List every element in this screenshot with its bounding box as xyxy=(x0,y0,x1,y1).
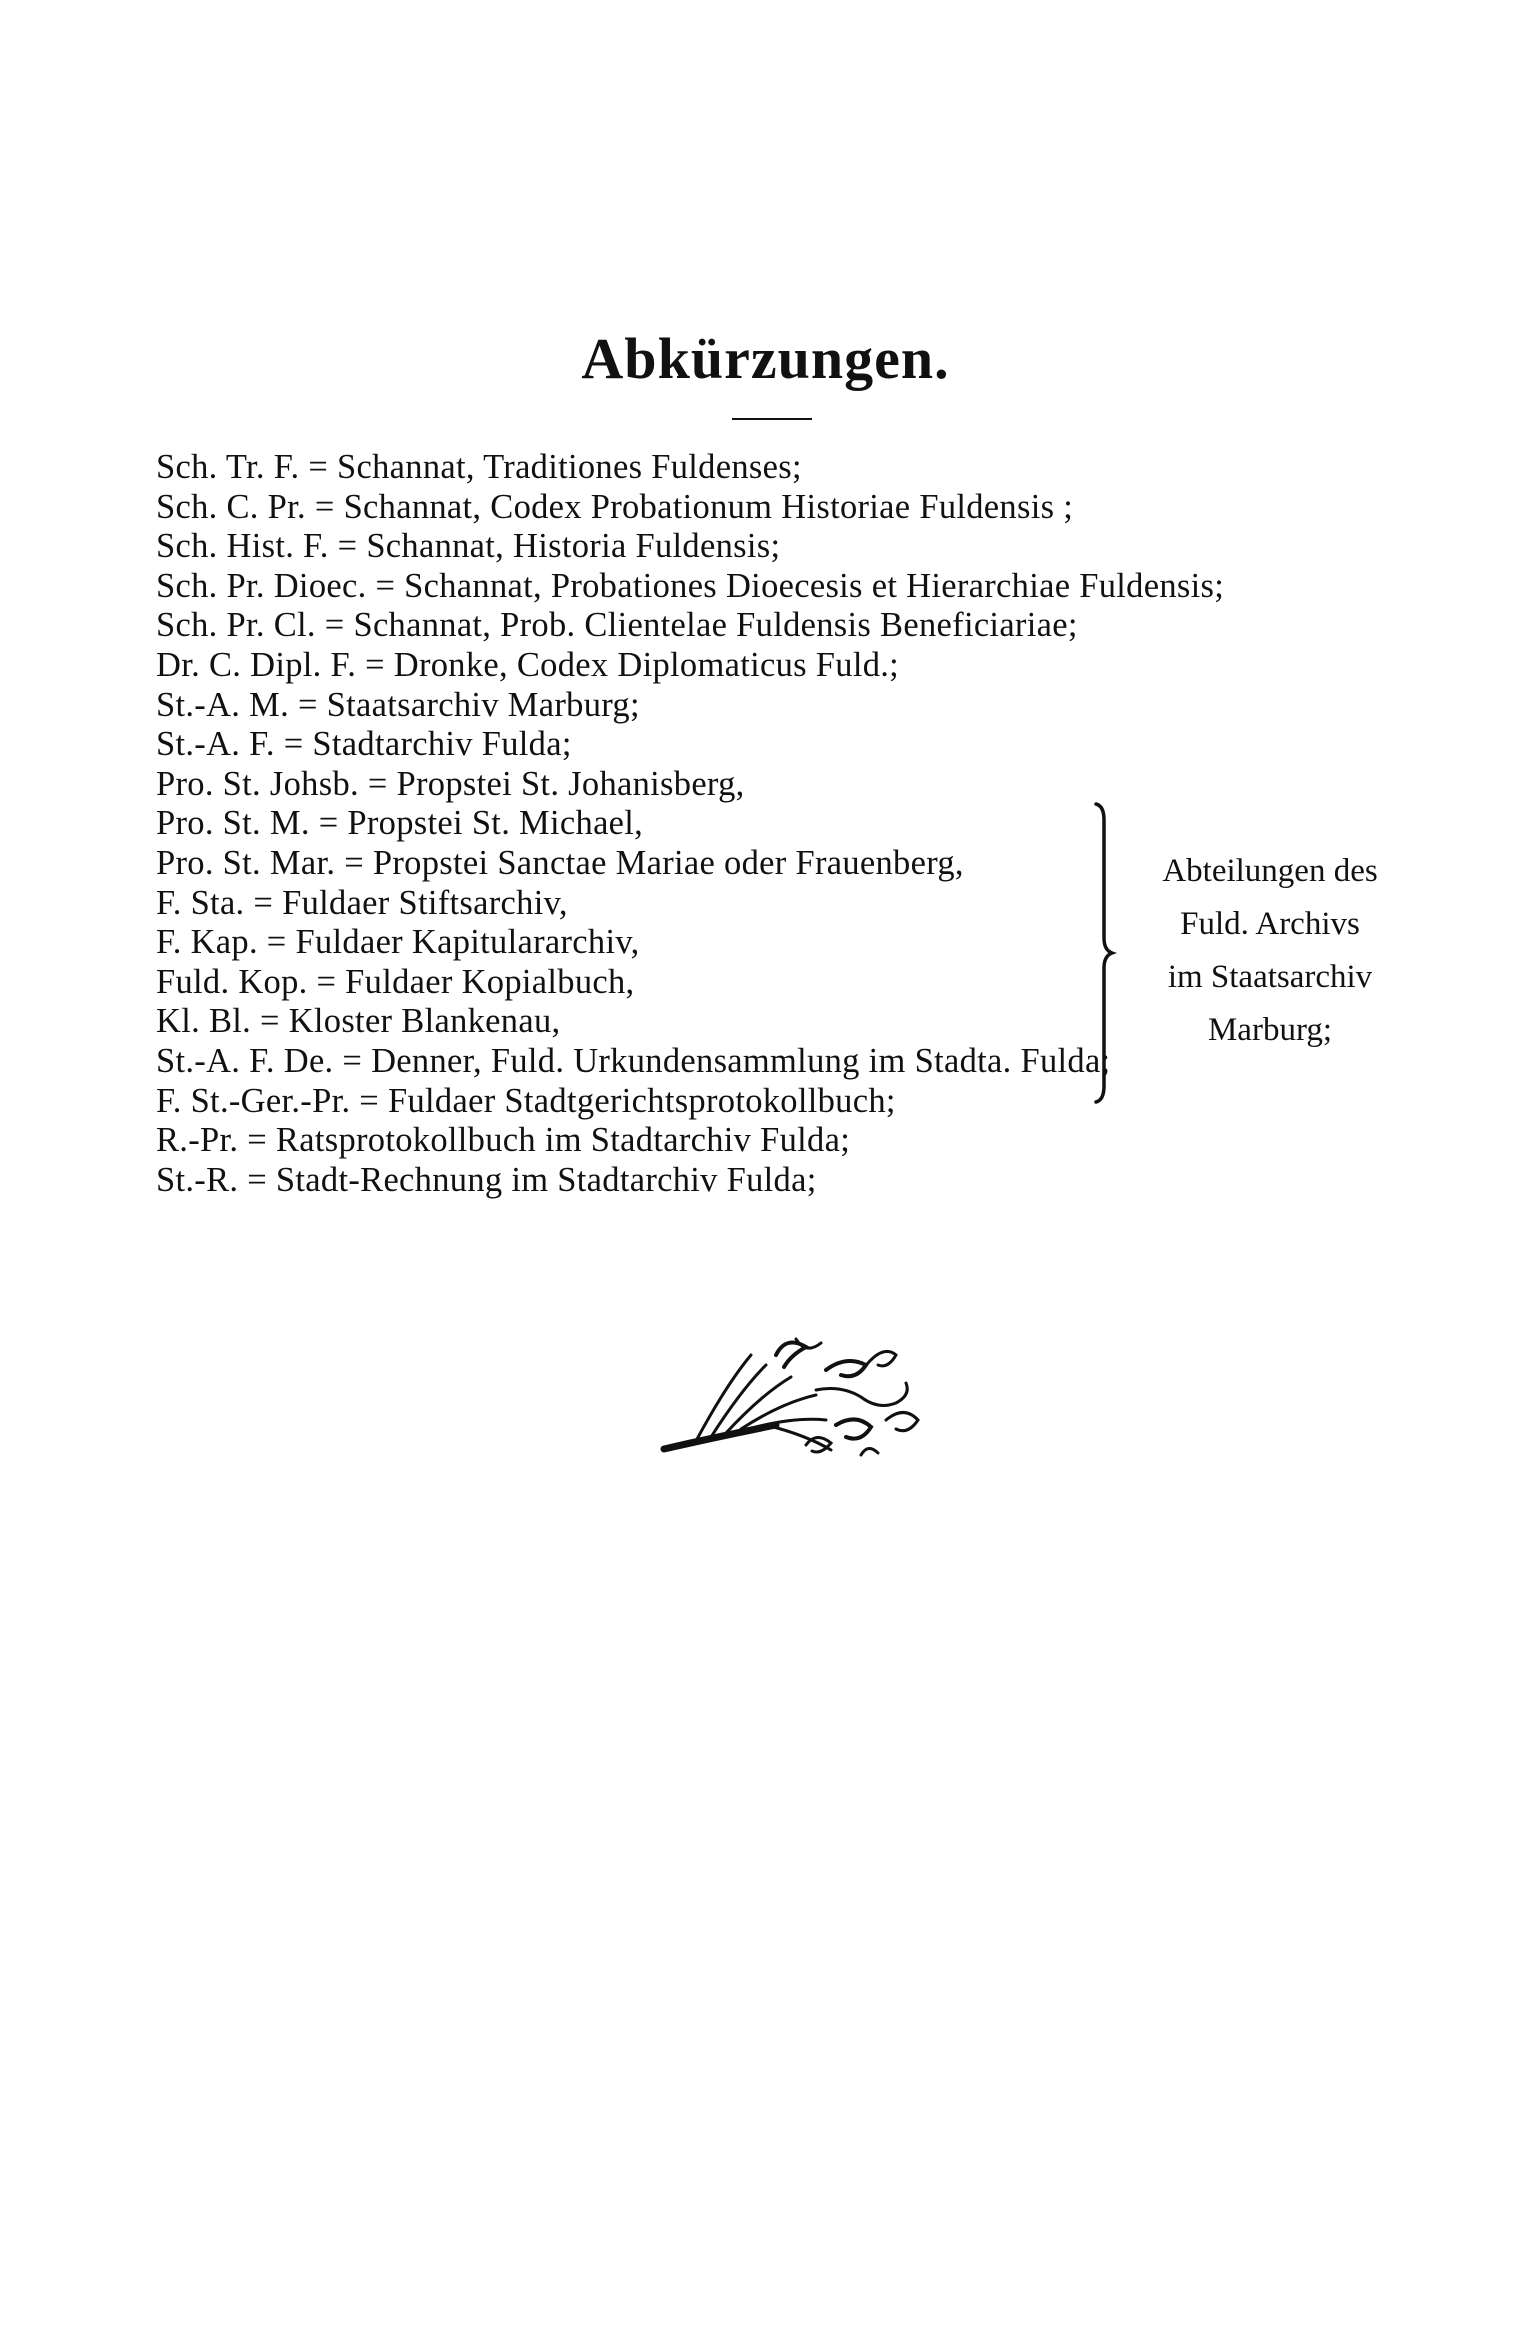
abbreviation-entry: Pro. St. Mar. = Propstei Sanctae Mariae oder Frauenberg, xyxy=(156,843,964,882)
abbreviation-entry: Sch. Tr. F. = Schannat, Traditiones Fuldenses; xyxy=(156,448,802,486)
abbreviation-entry: Kl. Bl. = Kloster Blankenau, xyxy=(156,1002,561,1041)
title-divider xyxy=(732,418,812,420)
abbreviation-entry: St.-A. F. = Stadtarchiv Fulda; xyxy=(156,725,572,764)
abbreviation-entry: F. Kap. = Fuldaer Kapitulararchiv, xyxy=(156,923,640,962)
archive-group-note xyxy=(1130,845,1410,1057)
group-note-line: Fuld. Archivs xyxy=(1180,906,1360,942)
group-note-line: Marburg; xyxy=(1207,1012,1333,1048)
abbreviation-entry: F. Sta. = Fuldaer Stiftsarchiv, xyxy=(156,883,568,922)
abbreviation-entry: Sch. Hist. F. = Schannat, Historia Fuldensis; xyxy=(156,527,781,566)
abbreviation-list xyxy=(156,448,1396,1200)
abbreviation-entry: Sch. Pr. Cl. = Schannat, Prob. Clientelae Fuldensis Beneficiariae; xyxy=(156,606,1078,645)
abbreviation-entry: St.-A. M. = Staatsarchiv Marburg; xyxy=(156,685,640,724)
group-note-line: Abteilungen des xyxy=(1162,853,1378,889)
abbreviation-entry: Dr. C. Dipl. F. = Dronke, Codex Diplomaticus Fuld.; xyxy=(156,645,900,684)
group-note-line: im Staatsarchiv xyxy=(1167,959,1373,995)
abbreviation-entry: Sch. C. Pr. = Schannat, Codex Probationum Historiae Fuldensis ; xyxy=(156,487,1074,526)
abbreviation-entry: Pro. St. M. = Propstei St. Michael, xyxy=(156,804,644,843)
abbreviation-entry: R.-Pr. = Ratsprotokollbuch im Stadtarchiv Fulda; xyxy=(156,1121,851,1160)
abbreviation-entry: Pro. St. Johsb. = Propstei St. Johanisberg, xyxy=(156,764,745,803)
floral-vignette-icon xyxy=(656,1325,936,1460)
abbreviation-entry: St.-A. F. De. = Denner, Fuld. Urkundensammlung im Stadta. Fulda; xyxy=(156,1041,1111,1080)
page-title: Abkürzungen. xyxy=(581,326,950,391)
curly-brace-icon xyxy=(1092,800,1122,1106)
abbreviation-entry: F. St.-Ger.-Pr. = Fuldaer Stadtgerichtsprotokollbuch; xyxy=(156,1081,896,1120)
abbreviation-entry: Fuld. Kop. = Fuldaer Kopialbuch, xyxy=(156,962,635,1001)
abbreviation-entry: St.-R. = Stadt-Rechnung im Stadtarchiv Fulda; xyxy=(156,1160,817,1199)
abbreviation-entry: Sch. Pr. Dioec. = Schannat, Probationes Dioecesis et Hierarchiae Fuldensis; xyxy=(156,566,1225,605)
